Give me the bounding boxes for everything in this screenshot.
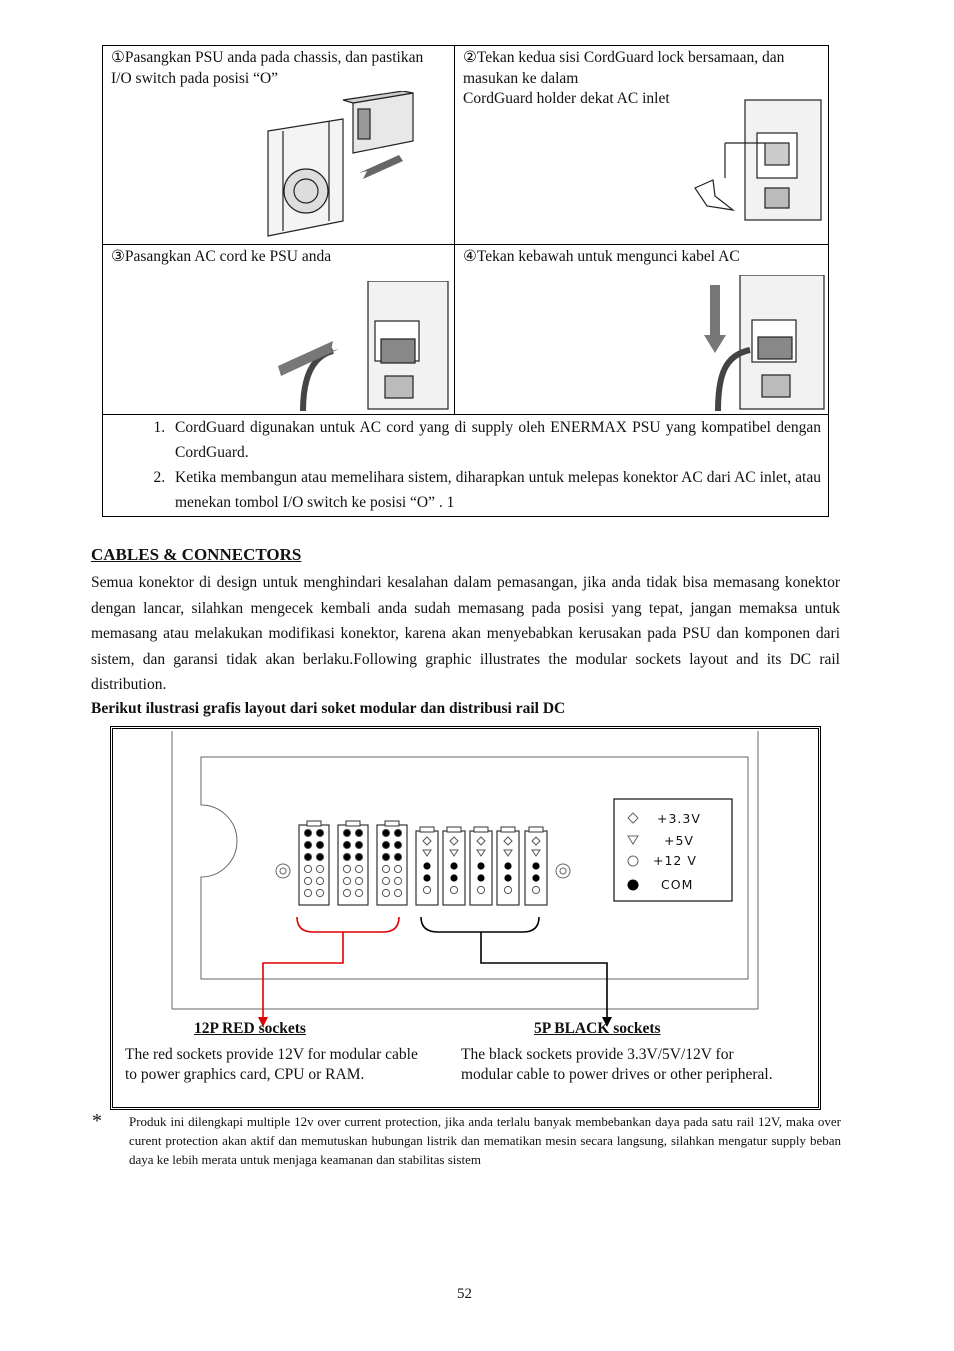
psu-into-chassis-illustration — [263, 91, 423, 241]
red-rail-bracket — [263, 917, 399, 1019]
socket-5p — [470, 827, 492, 905]
section-subheading: Berikut ilustrasi grafis layout dari soket modular dan distribusi rail DC — [91, 700, 566, 717]
step-3-text: ③Pasangkan AC cord ke PSU anda — [111, 248, 332, 265]
black-sockets-title: 5P BLACK sockets — [534, 1020, 661, 1037]
footnote-mark: * — [92, 1110, 102, 1132]
red-sockets-description: The red sockets provide 12V for modular cable to power graphics card, CPU or RAM. — [125, 1046, 418, 1083]
step-4-text: ④Tekan kebawah untuk mengunci kabel AC — [463, 248, 740, 265]
triangle-icon — [628, 836, 638, 844]
socket-12p — [338, 821, 368, 905]
notes-list — [141, 415, 821, 515]
legend-label-5v: +5V — [664, 833, 694, 848]
cordguard-holder-illustration — [685, 98, 825, 223]
diamond-icon — [628, 813, 638, 823]
page-number: 52 — [457, 1286, 472, 1302]
step-2-cell — [455, 46, 828, 245]
note-item: 2. Ketika membangun atau memelihara sistem, diharapkan untuk melepas konektor AC dari AC inlet, atau menekan tombol I/O switch ke posisi “O” . 1 — [169, 465, 821, 515]
socket-5p — [525, 827, 547, 905]
step-3-cell — [103, 245, 455, 415]
step-1-text: ①Pasangkan PSU anda pada chassis, dan pastikan I/O switch pada posisi “O” — [111, 49, 424, 87]
notes-row — [103, 415, 828, 516]
attach-ac-cord-illustration — [273, 281, 449, 413]
legend-label-3v3: +3.3V — [657, 811, 701, 826]
black-rail-bracket — [421, 917, 607, 1019]
legend-label-com: COM — [661, 877, 694, 892]
circle-filled-icon — [628, 880, 639, 891]
socket-5p — [416, 827, 438, 905]
section-heading: CABLES & CONNECTORS — [91, 545, 302, 564]
modular-sockets-diagram — [110, 726, 821, 1110]
socket-12p — [377, 821, 407, 905]
socket-12p — [299, 821, 329, 905]
installation-steps-table — [102, 45, 829, 517]
note-item: 1. CordGuard digunakan untuk AC cord yang di supply oleh ENERMAX PSU yang kompatibel dengan CordGuard. — [169, 415, 821, 465]
socket-5p — [443, 827, 465, 905]
circle-open-icon — [628, 856, 638, 866]
red-12p-socket-group — [299, 821, 407, 905]
legend-label-12v: +12 V — [653, 853, 697, 868]
step-1-cell — [103, 46, 455, 245]
step-4-cell — [455, 245, 828, 415]
legend-symbols — [628, 813, 639, 891]
red-sockets-title: 12P RED sockets — [194, 1020, 306, 1037]
footnote-text: Produk ini dilengkapi multiple 12v over current protection, jika anda terlalu banyak membebankan daya pada satu rail 12V, maka over curent protection akan aktif dan memutuskan hubungan listrik dan mematikan mesin secara langsung, silahkan mengatur supply beban daya ke lebih merata untuk menjaga keamanan dan stabilitas sistem — [129, 1114, 841, 1167]
socket-5p — [497, 827, 519, 905]
black-sockets-description: The black sockets provide 3.3V/5V/12V for modular cable to power drives or other peripheral. — [461, 1046, 773, 1083]
step-2-text: ②Tekan kedua sisi CordGuard lock bersamaan, dan masukan ke dalam — [463, 49, 785, 87]
section-paragraph: Semua konektor di design untuk menghindari kesalahan dalam pemasangan, jika anda tidak bisa memasang konektor dengan lancar, silahkan mengecek kembali anda sudah memasang pada posisi yang tepat, jangan memaksa untuk memasang atau melakukan modifikasi konektor, karena akan menyebabkan kerusakan pada PSU dan komponen dari sistem, dan garansi tidak akan berlaku.Following graphic illustrates the modular sockets layout and its DC rail distribution. — [91, 574, 840, 693]
lock-ac-cable-illustration — [700, 275, 826, 413]
step-2-text-continued: CordGuard holder dekat AC inlet — [463, 90, 670, 107]
black-5p-socket-group — [416, 827, 547, 905]
